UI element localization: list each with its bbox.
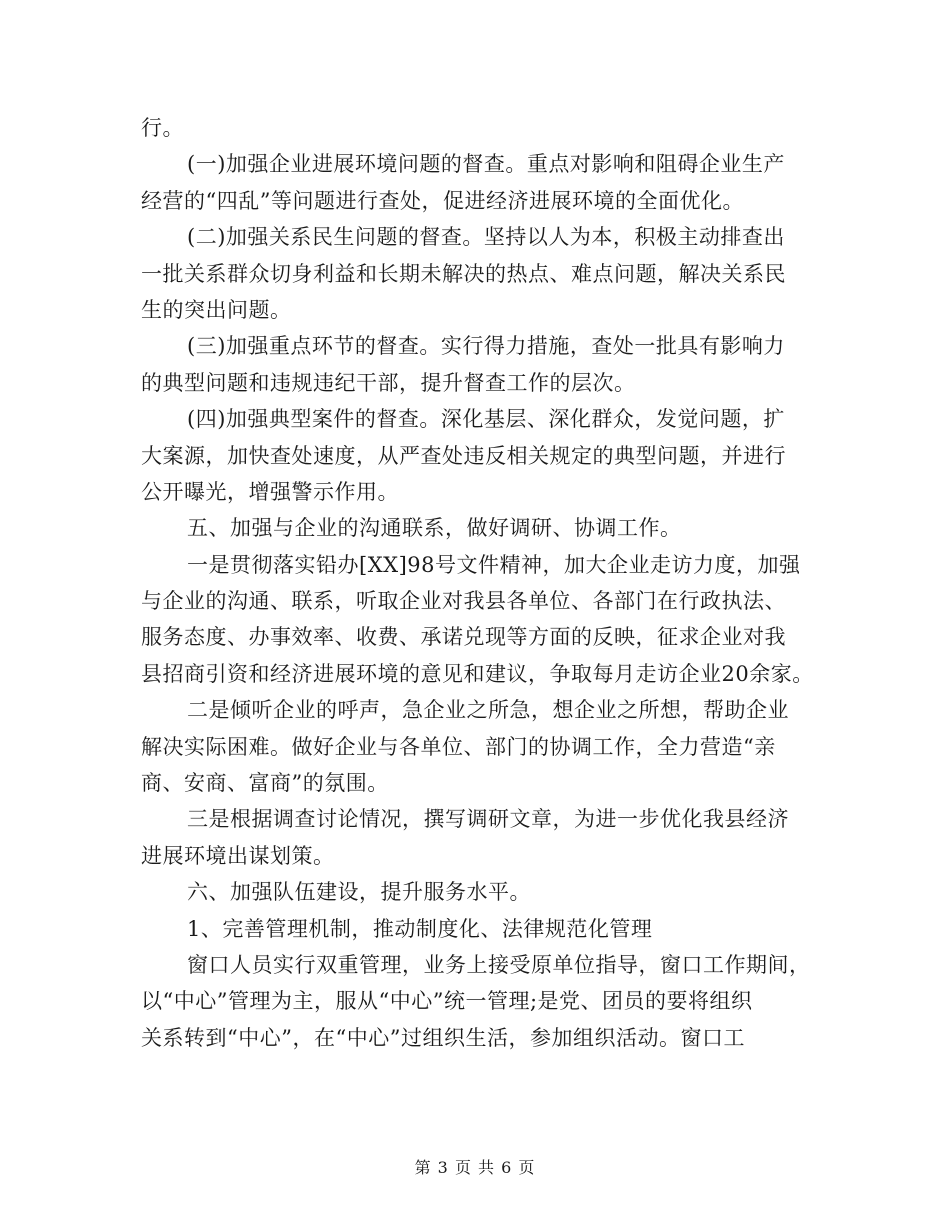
text-line: 关系转到“中心”，在“中心”过组织生活，参加组织活动。窗口工 [141, 1025, 745, 1050]
text-line: 窗口人员实行双重管理，业务上接受原单位指导，窗口工作期间， [187, 952, 811, 977]
subsection-heading: 1、完善管理机制，推动制度化、法律规范化管理 [187, 916, 653, 941]
text-line: 与企业的沟通、联系，听取企业对我县各单位、各部门在行政执法、 [141, 589, 786, 614]
text-line: 商、安商、富商”的氛围。 [141, 771, 389, 796]
text-line: 经营的“四乱”等问题进行查处，促进经济进展环境的全面优化。 [141, 188, 744, 213]
text-line: (四)加强典型案件的督查。深化基层、深化群众，发觉问题，扩 [187, 407, 785, 432]
text-line: 县招商引资和经济进展环境的意见和建议，争取每月走访企业20余家。 [141, 661, 814, 686]
text-line: 三是根据调查讨论情况，撰写调研文章，为进一步优化我县经济 [187, 807, 789, 832]
text-line: 大案源，加快查处速度，从严查处违反相关规定的典型问题，并进行 [141, 443, 786, 468]
text-line: 一批关系群众切身利益和长期未解决的热点、难点问题，解决关系民 [141, 261, 786, 286]
text-line: (二)加强关系民生问题的督查。坚持以人为本，积极主动排查出 [187, 225, 785, 250]
text-line: 行。 [141, 116, 184, 140]
text-line: 二是倾听企业的呼声，急企业之所急，想企业之所想，帮助企业 [187, 698, 789, 723]
text-line: 一是贯彻落实铅办[XX]98号文件精神，加大企业走访力度，加强 [187, 552, 801, 577]
section-heading: 六、加强队伍建设，提升服务水平。 [187, 880, 531, 905]
section-heading: 五、加强与企业的沟通联系，做好调研、协调工作。 [187, 516, 682, 541]
text-line: 生的突出问题。 [141, 297, 292, 322]
text-line: (一)加强企业进展环境问题的督查。重点对影响和阻碍企业生产 [187, 152, 785, 177]
text-line: (三)加强重点环节的督查。实行得力措施，查处一批具有影响力 [187, 334, 785, 359]
text-line: 解决实际困难。做好企业与各单位、部门的协调工作，全力营造“亲 [141, 734, 776, 759]
text-line: 公开曝光，增强警示作用。 [141, 479, 399, 504]
text-line: 的典型问题和违规违纪干部，提升督查工作的层次。 [141, 370, 636, 395]
text-line: 进展环境出谋划策。 [141, 843, 335, 868]
text-line: 以“中心”管理为主，服从“中心”统一管理;是党、团员的要将组织 [141, 989, 753, 1014]
text-line: 服务态度、办事效率、收费、承诺兑现等方面的反映，征求企业对我 [141, 625, 786, 650]
document-body [141, 110, 814, 1056]
page-number-footer: 第 3 页 共 6 页 [414, 1158, 536, 1177]
